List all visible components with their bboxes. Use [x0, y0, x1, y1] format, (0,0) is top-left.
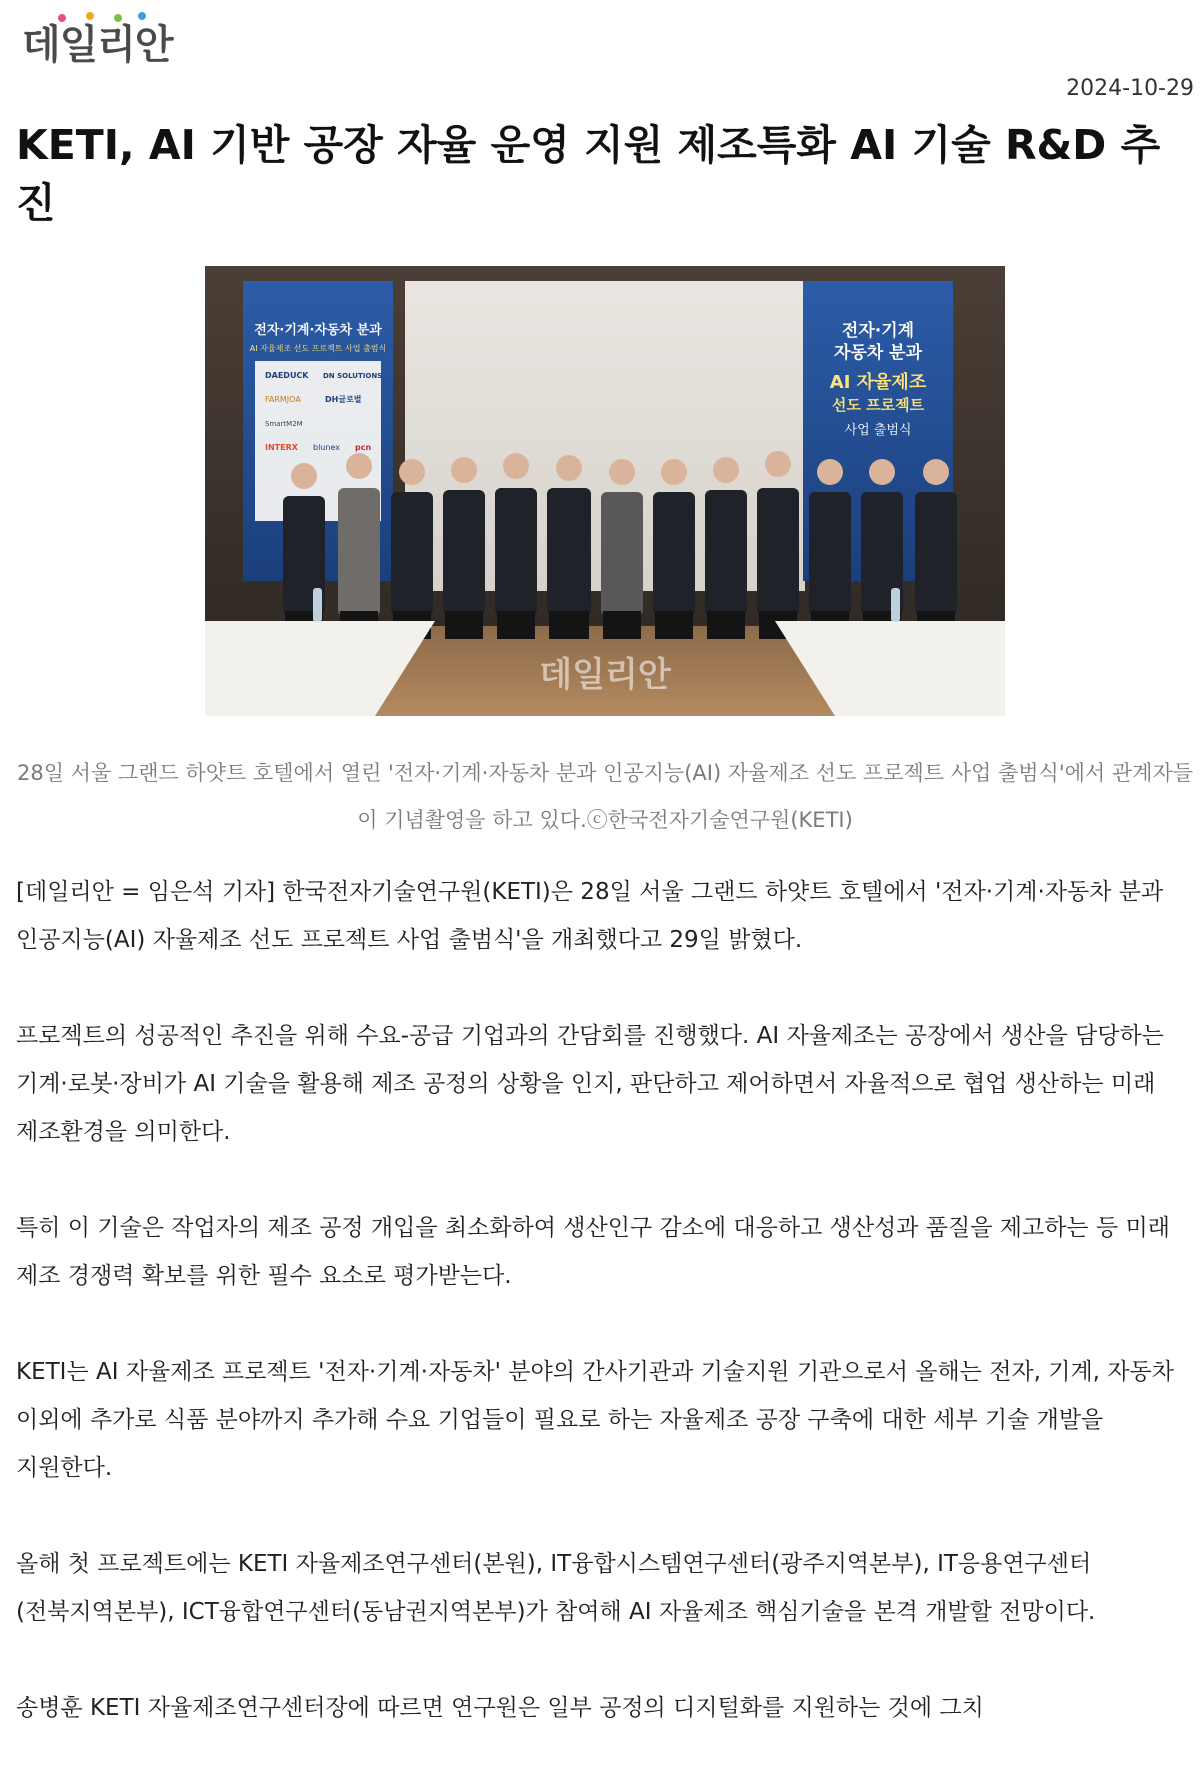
photo-watermark: 데일리안 [539, 655, 671, 695]
sponsor-logo-4: DH글로벌 [325, 395, 362, 404]
article-date: 2024-10-29 [1066, 76, 1194, 101]
sponsor-logo-2: DN SOLUTIONS [323, 372, 383, 380]
article-paragraph: [데일리안 = 임은석 기자] 한국전자기술연구원(KETI)은 28일 서울 그랜드 하얏트 호텔에서 '전자·기계·자동차 분과 인공지능(AI) 자율제조 선도 프로젝트 사업 출범식'을 개최했다고 29일 밝혔다. [16, 879, 1164, 953]
right-banner-line-1: 전자·기계 [841, 321, 915, 341]
sponsor-logo-7: blunex [313, 443, 340, 452]
article-paragraph: KETI는 AI 자율제조 프로젝트 '전자·기계·자동차' 분야의 간사기관과 기술지원 기관으로서 올해는 전자, 기계, 자동차 이외에 추가로 식품 분야까지 추가해 수요 기업들이 필요로 하는 자율제조 공장 구축에 대한 세부 기술 개발을 지원한다. [16, 1359, 1174, 1481]
left-banner-title-2: AI 자율제조 선도 프로젝트 사업 출범식 [249, 344, 387, 353]
sponsor-logo-5: SmartM2M [265, 420, 303, 428]
article-body [16, 868, 1194, 1780]
site-logo[interactable] [22, 18, 173, 72]
article-paragraph: 올해 첫 프로젝트에는 KETI 자율제조연구센터(본원), IT융합시스템연구센터(광주지역본부), IT응용연구센터(전북지역본부), ICT융합연구센터(동남권지역본부)가 참여해 AI 자율제조 핵심기술을 본격 개발할 전망이다. [16, 1551, 1096, 1625]
article-title: KETI, AI 기반 공장 자율 운영 지원 제조특화 AI 기술 R&D 추진 [16, 121, 1161, 227]
sponsor-logo-8: pcn [355, 443, 372, 452]
article-paragraph: 프로젝트의 성공적인 추진을 위해 수요-공급 기업과의 간담회를 진행했다. AI 자율제조는 공장에서 생산을 담당하는 기계·로봇·장비가 AI 기술을 활용해 제조 공정의 상황을 인지, 판단하고 제어하면서 자율적으로 협업 생산하는 미래 제조환경을 의미한다. [16, 1023, 1164, 1145]
left-banner-title-1: 전자·기계·자동차 분과 [254, 323, 382, 338]
right-banner-line-5: 사업 출범식 [844, 423, 912, 438]
right-banner-line-4: 선도 프로젝트 [831, 396, 925, 414]
sponsor-logo-1: DAEDUCK [265, 371, 309, 380]
article-photo [205, 266, 1005, 716]
sponsor-logo-6: INTERX [265, 443, 298, 452]
article-paragraph: 특히 이 기술은 작업자의 제조 공정 개입을 최소화하여 생산인구 감소에 대응하고 생산성과 품질을 제고하는 등 미래 제조 경쟁력 확보를 위한 필수 요소로 평가받는다. [16, 1215, 1170, 1289]
right-banner-line-2: 자동차 분과 [833, 343, 923, 363]
sponsor-logo-3: FARMJOA [265, 395, 301, 404]
photo-caption: 28일 서울 그랜드 하얏트 호텔에서 열린 '전자·기계·자동차 분과 인공지능(AI) 자율제조 선도 프로젝트 사업 출범식'에서 관계자들이 기념촬영을 하고 있다.ⓒ한국전자기술연구원(KETI) [16, 761, 1194, 832]
right-banner-line-3: AI 자율제조 [829, 372, 927, 393]
article-paragraph: 송병훈 KETI 자율제조연구센터장에 따르면 연구원은 일부 공정의 디지털화를 지원하는 것에 그치 [16, 1695, 984, 1721]
site-logo-text: 데일리안 [22, 22, 173, 68]
